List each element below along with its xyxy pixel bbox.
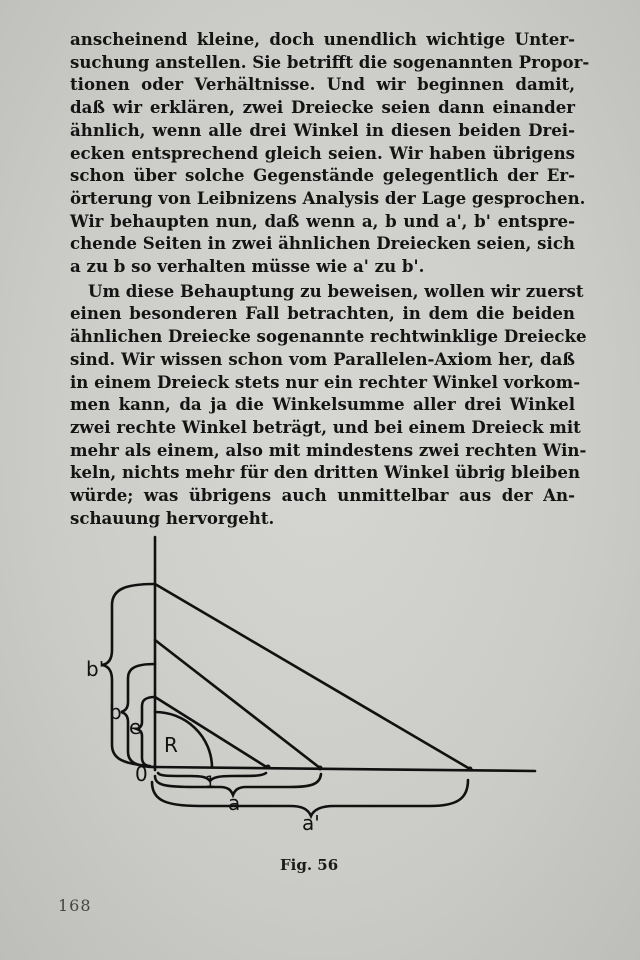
- text-line: a zu b so verhalten müsse wie a' zu b'.: [70, 256, 425, 277]
- text-line: Um diese Behauptung zu beweisen, wollen wir zuerst: [88, 280, 584, 301]
- text-line: würde; was übrigens auch unmittelbar aus der An-: [70, 485, 575, 506]
- text-line: keln, nichts mehr für den dritten Winkel übrig bleiben: [70, 462, 581, 483]
- horizontal-axis: [153, 767, 535, 771]
- text-line: men kann, da ja die Winkelsumme aller drei Winkel: [70, 394, 575, 415]
- vertex-dot: [318, 766, 323, 771]
- vertex-dot: [266, 765, 271, 770]
- text-line: in einem Dreieck stets nur ein rechter Winkel vorkom-: [70, 371, 581, 392]
- text-line: mehr als einem, also mit mindestens zwei rechten Win-: [70, 439, 587, 460]
- text-line: tionen oder Verhältnisse. Und wir beginnen damit,: [70, 74, 575, 95]
- label-b-prime: b': [86, 657, 105, 681]
- label-origin: 0: [135, 762, 148, 786]
- text-line: ecken entsprechend gleich seien. Wir haben übrigens: [70, 142, 575, 163]
- text-line: ähnlichen Dreiecke sogenannte rechtwinklige Dreiecke: [70, 326, 587, 347]
- text-line: anscheinend kleine, doch unendlich wichtige Unter-: [70, 29, 575, 49]
- text-line: chende Seiten in zwei ähnlichen Dreiecken seien, sich: [70, 233, 575, 254]
- label-e: e: [129, 715, 142, 739]
- text-line: schauung hervorgeht.: [70, 507, 275, 528]
- label-r: R: [164, 733, 178, 757]
- label-one: 1: [205, 772, 216, 791]
- text-line: Wir behaupten nun, daß wenn a, b und a', b' entspre-: [70, 210, 575, 231]
- label-b: b: [109, 700, 122, 724]
- text-line: einen besonderen Fall betrachten, in dem die beiden: [70, 303, 575, 324]
- similar-triangles-figure: [86, 530, 550, 850]
- text-line: daß wir erklären, zwei Dreiecke seien dann einander: [70, 97, 575, 118]
- text-line: örterung von Leibnizens Analysis der Lage gesprochen.: [70, 187, 586, 208]
- text-line: zwei rechte Winkel beträgt, und bei einem Dreieck mit: [70, 416, 581, 437]
- label-a-prime: a': [302, 811, 320, 835]
- page-number: 168: [58, 896, 92, 915]
- figure-caption: Fig. 56: [280, 856, 339, 874]
- text-line: suchung anstellen. Sie betrifft die sogenannten Propor-: [70, 51, 590, 72]
- paragraph-2: [70, 280, 587, 530]
- text-line: sind. Wir wissen schon vom Parallelen-Axiom her, daß: [70, 348, 575, 369]
- label-a: a: [228, 791, 241, 815]
- text-line: ähnlich, wenn alle drei Winkel in diesen beiden Drei-: [70, 119, 575, 140]
- vertex-dot: [468, 767, 473, 772]
- text-line: schon über solche Gegenstände gelegentlich der Er-: [70, 165, 575, 186]
- body-text: [70, 28, 590, 529]
- paragraph-1: [70, 28, 590, 278]
